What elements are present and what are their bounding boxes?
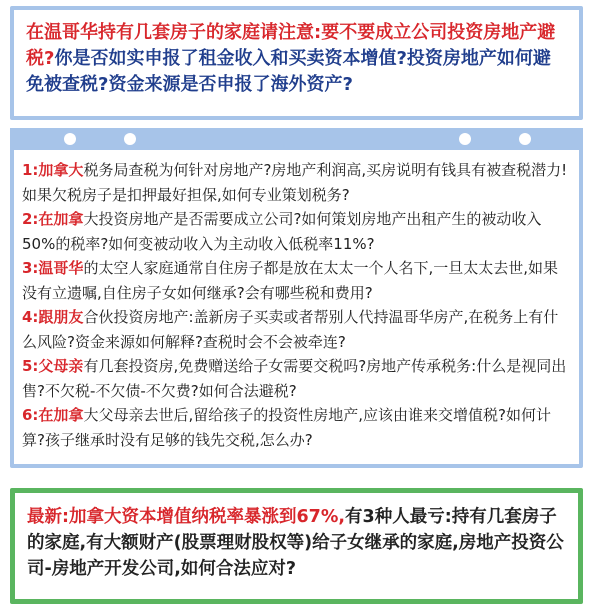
- bottom-notice: [15, 493, 578, 599]
- question-list: [14, 150, 579, 464]
- bottom-notice-dark-text: 有3种人最亏:持有几套房子的家庭,有大额财产(股票理财股权等)给子女继承的家庭,房地产投资公司-房地产开发公司,如何合法应对?: [27, 507, 564, 579]
- bottom-notice-red-text: 最新:加拿大资本增值纳税率暴涨到67%,: [27, 507, 346, 527]
- binder-hole-icon: [64, 133, 76, 145]
- list-item-number: 5:父母亲: [22, 357, 84, 375]
- list-item-text: 合伙投资房地产:盖新房子买卖或者帮别人代持温哥华房产,在税务上有什么风险?资金来源如何解释?查税时会不会被牵连?: [22, 308, 559, 351]
- list-item-text: 大父母亲去世后,留给孩子的投资性房地产,应该由谁来交增值税?如何计算?孩子继承时没有足够的钱先交税,怎么办?: [22, 406, 551, 449]
- binder-hole-icon: [459, 133, 471, 145]
- question-list-frame: [10, 128, 583, 468]
- bottom-notice-frame: [10, 488, 583, 604]
- binder-strip: [10, 128, 583, 150]
- list-item: [22, 207, 571, 256]
- header-notice-blue-text: 你是否如实申报了租金收入和买卖资本增值?投资房地产如何避免被查税?资金来源是否申报了海外资产?: [26, 48, 551, 95]
- list-item-text: 税务局查税为何针对房地产?房地产利润高,买房说明有钱具有被查税潜力!如果欠税房子是扣押最好担保,如何专业策划税务?: [22, 161, 568, 204]
- list-item: [22, 354, 571, 403]
- list-item-text: 的太空人家庭通常自住房子都是放在太太一个人名下,一旦太太去世,如果没有立遗嘱,自住房子女如何继承?会有哪些税和费用?: [22, 259, 558, 302]
- list-item: [22, 305, 571, 354]
- list-item-text: 有几套投资房,免费赠送给子女需要交税吗?房地产传承税务:什么是视同出售?不欠税-不欠债-不欠费?如何合法避税?: [22, 357, 567, 400]
- list-item: [22, 403, 571, 452]
- list-item-number: 1:加拿大: [22, 161, 84, 179]
- list-item: [22, 158, 571, 207]
- binder-hole-icon: [124, 133, 136, 145]
- binder-hole-icon: [519, 133, 531, 145]
- list-item-number: 2:在加拿: [22, 210, 84, 228]
- list-item-number: 3:温哥华: [22, 259, 84, 277]
- header-notice-red-text: 在温哥华持有几套房子的家庭请注意:要不要成立公司投资房地产避税?: [26, 22, 556, 69]
- header-notice: [14, 10, 579, 116]
- list-item-number: 4:跟朋友: [22, 308, 84, 326]
- list-item: [22, 256, 571, 305]
- list-item-number: 6:在加拿: [22, 406, 84, 424]
- header-notice-frame: [10, 6, 583, 120]
- list-item-text: 大投资房地产是否需要成立公司?如何策划房地产出租产生的被动收入50%的税率?如何变被动收入为主动收入低税率11%?: [22, 210, 542, 253]
